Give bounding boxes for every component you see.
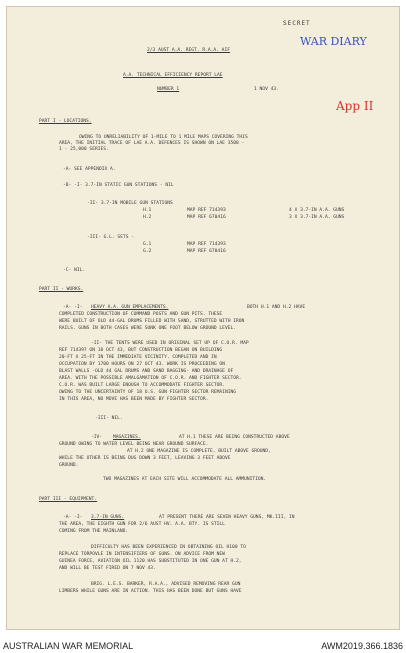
h1-map-ref: MAP REF 714393	[187, 208, 226, 213]
report-date: 1 NOV 43.	[254, 87, 279, 92]
part1-text-line: AREA, THE INITIAL TRACE OF LAE A.A. DEFENCES IS SHOWN ON LAE 3508 -	[59, 141, 245, 146]
h2-label: H.2	[143, 215, 152, 220]
part3-a-text-line: AT PRESENT THERE ARE SEVEN HEAVY GUNS, MK.III, IN	[159, 515, 295, 520]
part3-heading: PART III - EQUIPMENT.	[39, 497, 98, 502]
part3-b-text-line: REPLACE TORPOVLE IN INTENSIFIERS OF GUNS. ON ADVICE FROM NEW	[59, 552, 225, 557]
part2-iv-text-line: WHILE THE OTHER IS BEING DUG DOWN 3 FEET, LEAVING 3 FEET ABOVE	[59, 456, 231, 461]
part2-ii-text-line: OCCUPATION BY 1700 HOURS ON 27 OCT 43. WORK IS PROCEEDING ON	[59, 362, 225, 367]
h2-map-ref: MAP REF 670416	[187, 215, 226, 220]
part2-iv-text-line: TWO MAGAZINES AT EACH SITE WILL ACCOMMODATE ALL AMMUNITION.	[103, 477, 267, 482]
appendix-handwriting: App II	[336, 99, 374, 113]
part3-a-text-line: COMING FROM THE MAINLAND.	[59, 529, 129, 534]
report-number: NUMBER 1	[157, 87, 180, 92]
part2-item-iii: -III- NIL.	[95, 416, 123, 421]
part2-ii-text-line: OWING TO THE UNCERTAINTY OF 18 U.S. GUN FIGHTER SECTOR REMAINING	[59, 390, 237, 395]
part1-heading: PART I - LOCATIONS.	[39, 119, 92, 124]
part1-item-a: -A- SEE APPENDIX A.	[63, 167, 116, 172]
g1-label: G.1	[143, 242, 152, 247]
part2-a-text-line: BOTH H.1 AND H.2 HAVE	[247, 305, 306, 310]
part2-ii-text-line: AREA. WITH THE POSSIBLE AMALGAMATION OF C.O.R. AND FIGHTER SECTOR.	[59, 376, 242, 381]
part2-ii-text-line: BLAST WALLS -OLD 44 GAL DRUMS AND SAND BAGGING- AND DRAINAGE OF	[59, 369, 234, 374]
part2-ii-text-line: 20-FT X 25-FT IN THE IMMEDIATE VICINITY. COMPLETED AND IN	[59, 355, 217, 360]
footer-source: AUSTRALIAN WAR MEMORIAL	[3, 641, 134, 651]
document-page	[6, 6, 400, 630]
part2-iv-text-line: AT H.2 ONE MAGAZINE IS COMPLETE, BUILT ABOVE GROUND,	[127, 449, 271, 454]
part2-ii-text-line: IN THIS AREA, NO MOVE HAS BEEN MADE BY FIGHTER SECTOR.	[59, 397, 209, 402]
part2-a-text-line: COMPLETED CONSTRUCTION OF COMMAND POSTS AND GUN PITS. THESE	[59, 312, 223, 317]
part3-a-text-line: THE AREA, THE EIGHTH GUN FOR 2/6 AUST HV. A.A. BTY. IS STILL	[59, 522, 225, 527]
part2-heading: PART II - WORKS.	[39, 287, 84, 292]
part3-c-text-line: BRIG. L.E.S. BARKER, R.A.A., ADVISED REMOVING REAR GUN	[91, 582, 241, 587]
part1-text-line: 1 - 25,000 SERIES.	[59, 147, 109, 152]
part3-c-text-line: LIMBERS WHILE GUNS ARE IN ACTION. THIS HAS BEEN DONE BUT GUNS HAVE	[59, 589, 242, 594]
part1-item-c: -C- NIL.	[63, 268, 86, 273]
report-title: A.A. TECHNICAL EFFICIENCY REPORT LAE	[123, 73, 223, 78]
part2-item-a-title: HEAVY A.A. GUN EMPLACEMENTS.	[91, 305, 169, 310]
part2-ii-text-line: -II- THE TENTS WERE USED IN ORIGINAL SET UP OF C.O.R. MAP	[91, 341, 249, 346]
part1-text-line: OWING TO UNRELIABILITY OF 1-MILE TO 1 MILE MAPS COVERING THIS	[79, 135, 248, 140]
secret-stamp: SECRET	[283, 20, 311, 27]
part2-a-text-line: WERE BUILT OF OLD 44-GAL DRUMS FILLED WITH SAND, STRUTTED WITH IRON	[59, 319, 245, 324]
part3-b-text-line: AND WILL BE TEST FIRED ON 7 NOV 43.	[59, 566, 156, 571]
part3-item-a-title: 3.7-IN GUNS.	[91, 515, 125, 520]
part1-item-b: -B- -I- 3.7-IN STATIC GUN STATIONS - NIL	[63, 183, 174, 188]
gl-sets-title: -III- G.L. SETS -	[87, 235, 135, 240]
part2-a-text-line: RAILS. GUNS IN BOTH CASES WERE SUNK ONE FOOT BELOW GROUND LEVEL.	[59, 326, 237, 331]
archive-footer	[0, 640, 406, 653]
h1-label: H.1	[143, 208, 152, 213]
h2-guns: 3 X 3.7-IN A.A. GUNS	[289, 215, 345, 220]
part3-item-a-intro: -A- -I-	[63, 515, 83, 520]
h1-guns: 4 X 3.7-IN A.A. GUNS	[289, 208, 345, 213]
footer-accession-number: AWM2019.366.1836	[321, 641, 403, 651]
part2-iv-text-line: AT H.1 THESE ARE BEING CONSTRUCTED ABOVE	[179, 435, 290, 440]
war-diary-handwriting: WAR DIARY	[300, 35, 367, 48]
unit-header: 2/3 AUST A.A. REGT. R.A.A. AIF	[147, 48, 230, 53]
part2-iv-text-line: GROUND.	[59, 463, 79, 468]
part3-b-text-line: DIFFICULTY HAS BEEN EXPERIENCED IN OBTAINING OIL H100 TO	[91, 545, 246, 550]
part2-iv-text-line: GROUND OWING TO WATER LEVEL BEING NEAR GROUND SURFACE.	[59, 442, 209, 447]
part2-ii-text-line: REF 714397 ON 10 OCT 43, BUT CONSTRUCTION BEGAN ON BUILDING	[59, 348, 223, 353]
part2-item-iv-title: MAGAZINES.	[113, 435, 141, 440]
part2-ii-text-line: C.O.R. WAS BUILT LARGE ENOUGH TO ACCOMMODATE FIGHTER SECTOR.	[59, 383, 225, 388]
part2-item-iv-intro: -IV-	[91, 435, 103, 440]
part1-mobile-stations: -II- 3.7-IN MOBILE GUN STATIONS	[87, 201, 173, 206]
g2-label: G.2	[143, 249, 152, 254]
g2-map-ref: MAP REF 670416	[187, 249, 226, 254]
part3-b-text-line: GUINEA FORCE, AVIATION OIL 1120 HAS SUBSTITUTED IN ONE GUN AT H.2,	[59, 559, 242, 564]
g1-map-ref: MAP REF 714393	[187, 242, 226, 247]
part2-item-a-intro: -A- -I-	[63, 305, 83, 310]
